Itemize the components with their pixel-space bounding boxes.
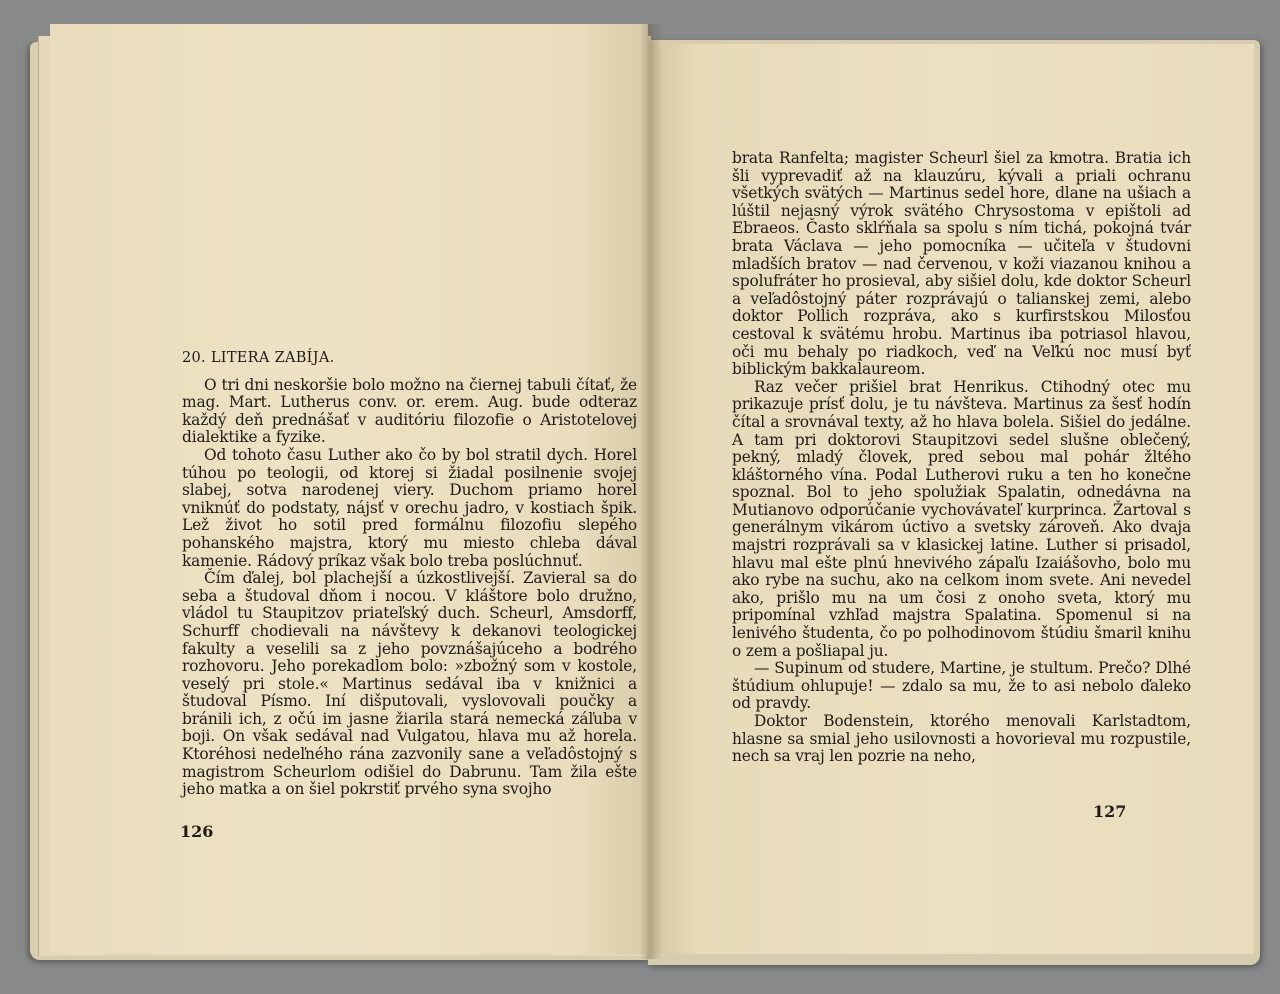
left-page	[50, 24, 648, 954]
paragraph: Raz večer prišiel brat Henrikus. Ctihodný otec mu prikazuje prísť dolu, je tu návšteva. Martinus za šesť hodín čítal a srovnával texty, až ho hlava bolela. Sišiel do jedálne. A tam pri doktorovi Staupitzovi sedel slušne oblečený, pekný, mladý človek, pred sebou mal pohár žltého kláštorného vína. Podal Lutherovi ruku a ten ho konečne spoznal. Bol to jeho spolužiak Spalatin, odnedávna na Mutianovo odporúčanie vychovávateľ kurprinca. Žartoval s generálnym vikárom úctivo a svetsky zároveň. Ako dvaja majstri rozprávali sa v klasickej latine. Luther si prisadol, hlavu mal ešte plnú hnevivého zápaľu Izaiášovho, bolo mu ako rybe na suchu, ako na celkom inom svete. Ani nevedel ako, prišlo mu na um čosi z onoho sveta, ktorý mu pripomínal vzhľad majstra Spalatina. Spomenul si na lenivého študenta, čo po polhodinovom štúdiu šmaril knihu o zem a pošliapal ju.	[732, 377, 1191, 660]
paragraph: Od tohoto času Luther ako čo by bol stratil dych. Horel túhou po teologii, od ktorej si žiadal posilnenie svojej slabej, sotva narodenej viery. Duchom priamo horel vniknúť do podstaty, nájsť v orechu jadro, v kostiach špik. Lež život ho sotil pred formálnu filozofiu slepého pohanského majstra, ktorý mu miesto chleba dával kamenie. Rádový príkaz však bolo treba poslúchnuť.	[182, 445, 637, 570]
page-number-left: 126	[180, 822, 214, 841]
right-page-text	[732, 150, 1191, 766]
right-page	[650, 44, 1254, 954]
paragraph: — Supinum od studere, Martine, je stultum. Prečo? Dlhé štúdium ohlupuje! — zdalo sa mu, že to asi nebolo ďaleko od pravdy.	[732, 659, 1191, 713]
paragraph: Čím ďalej, bol plachejší a úzkostlivejší. Zavieral sa do seba a študoval dňom i nocou. V kláštore bolo družno, vládol tu Staupitzov priateľský duch. Scheurl, Amsdorff, Schurff chodievali na návštevy k dekanovi teologickej fakulty a veselili sa z jeho povznášajúceho a bodrého rozhovoru. Jeho porekadlom bolo: »zbožný som v kostole, veselý pri stole.« Martinus sedával iba v knižnici a študoval Písmo. Iní dišputovali, vyslovovali poučky a bránili ich, z očú im jasne žiarila stará nemecká záľuba v boji. On však sedával nad Vulgatou, hlava mu až horela. Ktoréhosi nedeľného rána zazvonily sane a veľadôstojný s magistrom Scheurlom odišiel do Dabrunu. Tam žila ešte jeho matka a on šiel pokrstiť prvého syna svojho	[182, 569, 637, 799]
book-gutter	[640, 24, 662, 959]
paragraph: Doktor Bodenstein, ktorého menovali Karlstadtom, hlasne sa smial jeho usilovnosti a hovorieval mu rozpustile, nech sa vraj len pozrie na neho,	[732, 712, 1191, 766]
paragraph: O tri dni neskoršie bolo možno na čiernej tabuli čítať, že mag. Mart. Lutherus conv. or. erem. Aug. bude odteraz každý deň prednášať v auditóriu filozofie o Aristotelovej dialektike a fyzike.	[182, 375, 637, 447]
paragraph: brata Ranfelta; magister Scheurl šiel za kmotra. Bratia ich šli vyprevadiť až na klauzúru, kývali a priali ochranu všetkých svätých — Martinus sedel hore, dlane na ušiach a lúštil nejasný výrok svätého Chrysostoma v epištoli ad Ebraeos. Často sklŕňala sa spolu s ním tichá, pokojná tvár brata Václava — jeho pomocníka — učiteľa v študovni mladších bratov — nad červenou, v koži viazanou knihou a spolufráter ho prosieval, aby sišiel dolu, kde doktor Scheurl a veľadôstojný páter rozprávajú o talianskej zemi, alebo doktor Pollich rozpráva, ako s kurfirstskou Milosťou cestoval k svätému hrobu. Martinus iba potriasol hlavou, oči mu behaly po riadkoch, veď na Veľkú noc musí byť biblickým bakkalaureom.	[732, 149, 1191, 379]
page-number-right: 127	[1093, 802, 1127, 821]
chapter-title: 20. LITERA ZABÍJA.	[182, 350, 335, 366]
left-page-text	[182, 350, 637, 799]
